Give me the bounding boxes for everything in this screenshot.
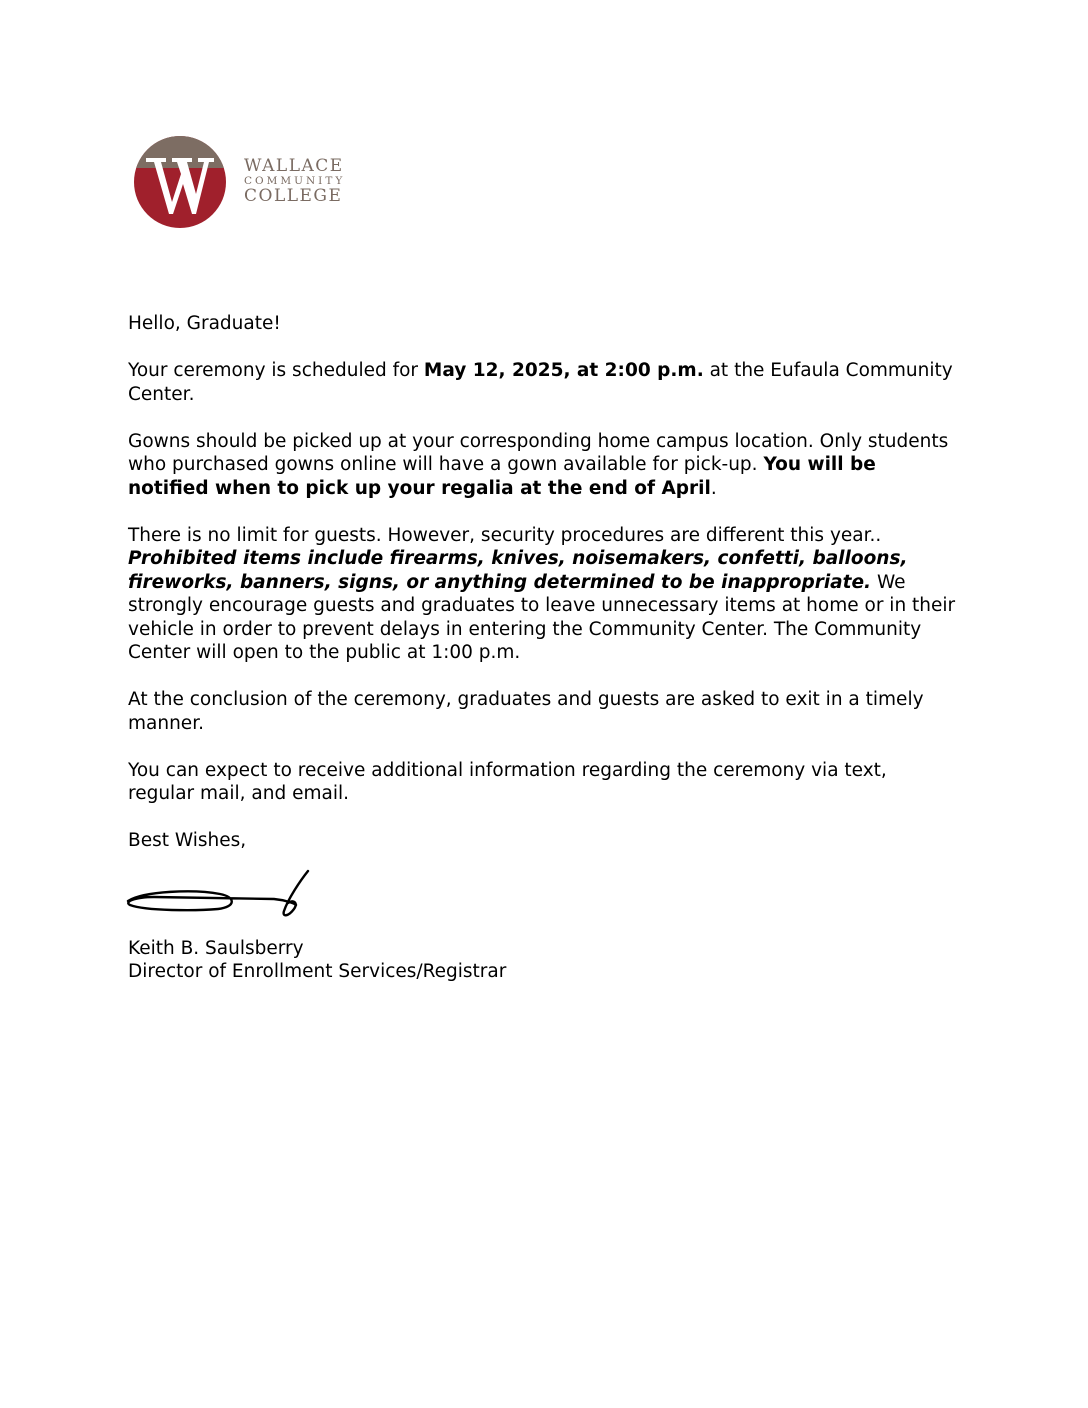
logo-line-2: COMMUNITY	[244, 175, 346, 187]
ceremony-text-c: at the Eufaula Community Center.	[128, 360, 953, 405]
guests-paragraph	[128, 524, 958, 665]
conclusion-paragraph: At the conclusion of the ceremony, graduates and guests are asked to exit in a timely manner.	[128, 689, 924, 734]
regalia-notice: You will be notified when to pick up your regalia at the end of April	[128, 454, 876, 499]
guests-text-c: We strongly encourage guests and graduates to leave unnecessary items at home or in their vehicle in order to prevent delays in entering the Community Center. The Community Center will open to the public at 1:00 p.m.	[128, 571, 956, 663]
prohibited-items: Prohibited items include firearms, knives, noisemakers, confetti, balloons, fireworks, banners, signs, or anything determined to be inappropriate.	[128, 548, 908, 593]
ceremony-date: May 12, 2025, at 2:00 p.m.	[423, 360, 704, 381]
gowns-text-c: .	[710, 477, 717, 499]
signer-title: Director of Enrollment Services/Registrar	[128, 961, 507, 982]
signature-icon	[124, 867, 319, 923]
additional-info-paragraph: You can expect to receive additional information regarding the ceremony via text, regular mail, and email.	[128, 759, 887, 804]
logo-wordmark	[244, 158, 345, 205]
logo-line-3: COLLEGE	[244, 186, 343, 206]
ceremony-text-a: Your ceremony is scheduled for	[128, 360, 424, 381]
college-logo	[132, 132, 372, 232]
gowns-paragraph	[128, 430, 958, 501]
closing: Best Wishes,	[128, 830, 247, 851]
signer-name: Keith B. Saulsberry	[128, 937, 304, 959]
ceremony-paragraph	[128, 359, 958, 406]
guests-text-a: There is no limit for guests. However, security procedures are different this year..	[128, 524, 882, 546]
greeting: Hello, Graduate!	[128, 313, 281, 334]
letter-body	[128, 312, 958, 984]
signer-block	[128, 937, 958, 984]
wallace-w-logo-icon	[132, 132, 228, 232]
logo-line-1: WALLACE	[244, 156, 344, 176]
gowns-text-a: Gowns should be picked up at your corresponding home campus location. Only students who purchased gowns online will have a gown available for pick-up.	[128, 430, 949, 475]
